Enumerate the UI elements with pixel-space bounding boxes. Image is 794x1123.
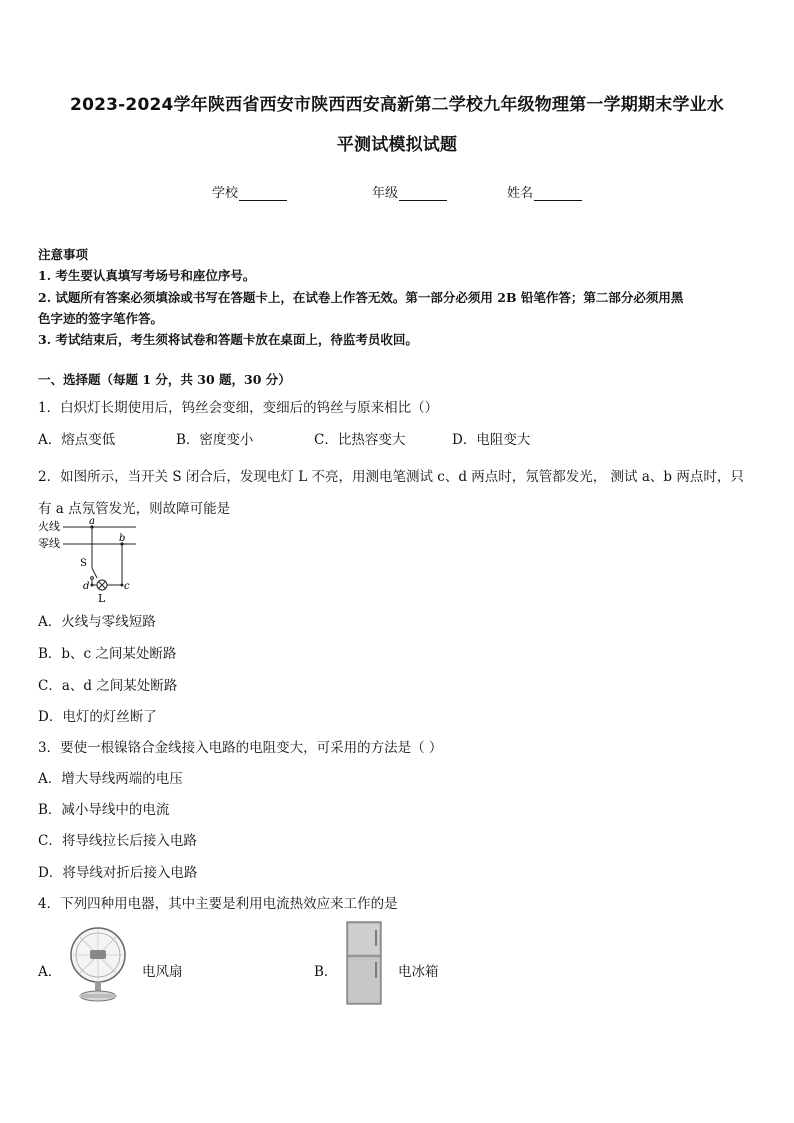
section-heading: 一、选择题（每题 1 分，共 30 题，30 分） (38, 372, 291, 387)
question-2-stem-line2: 有 a 点氖管发光，则故障可能是 (38, 501, 231, 517)
grade-label: 年级 (372, 186, 399, 201)
question-3-stem: 3．要使一根镍铬合金线接入电路的电阻变大，可采用的方法是（ ） (38, 740, 443, 756)
q3-option-d[interactable]: D．将导线对折后接入电路 (38, 865, 198, 881)
live-wire-label: 火线 (38, 520, 60, 533)
q4-option-a-letter[interactable]: A． (38, 964, 62, 980)
school-field[interactable] (212, 182, 287, 201)
switch-label: S (80, 558, 87, 569)
circuit-diagram (36, 516, 148, 608)
exam-title-line2: 平测试模拟试题 (336, 135, 458, 155)
q4-option-a-label[interactable]: 电风扇 (142, 964, 183, 980)
point-a-label: a (89, 516, 95, 527)
notes-heading: 注意事项 (38, 247, 89, 262)
junction-d (91, 584, 94, 587)
q3-option-a[interactable]: A．增大导线两端的电压 (38, 771, 183, 787)
note-item: 色字迹的签字笔作答。 (38, 311, 164, 326)
question-1-stem: 1．白炽灯长期使用后，钨丝会变细，变细后的钨丝与原来相比（） (38, 400, 439, 416)
note-item: 1. 考生要认真填写考场号和座位序号。 (38, 268, 256, 283)
name-blank[interactable] (534, 188, 582, 201)
note-item: 2. 试题所有答案必须填涂或书写在答题卡上，在试卷上作答无效。第一部分必须用 2B 铅笔作答；第二部分必须用黑 (38, 290, 684, 305)
q2-option-a[interactable]: A．火线与零线短路 (38, 614, 156, 630)
refrigerator-icon (344, 920, 384, 1006)
q4-option-b-label[interactable]: 电冰箱 (398, 964, 439, 980)
name-field[interactable] (507, 182, 582, 201)
q1-option-d[interactable]: D．电阻变大 (452, 432, 531, 448)
point-b-label: b (119, 533, 126, 544)
note-item: 3. 考试结束后，考生须将试卷和答题卡放在桌面上，待监考员收回。 (38, 332, 418, 347)
q1-option-a[interactable]: A．熔点变低 (38, 432, 116, 448)
question-4-stem: 4．下列四种用电器，其中主要是利用电流热效应来工作的是 (38, 896, 398, 912)
point-d-label: d (83, 581, 90, 592)
school-label: 学校 (212, 186, 239, 201)
q2-option-b[interactable]: B．b、c 之间某处断路 (38, 646, 177, 662)
q1-option-b[interactable]: B．密度变小 (176, 432, 254, 448)
q1-option-c[interactable]: C．比热容变大 (314, 432, 406, 448)
grade-field[interactable] (372, 182, 447, 201)
lamp-label: L (98, 592, 106, 605)
q4-option-b-letter[interactable]: B． (314, 964, 338, 980)
question-2-stem-line1: 2．如图所示，当开关 S 闭合后，发现电灯 L 不亮，用测电笔测试 c、d 两点时，氖管都发光， 测试 a、b 两点时，只 (38, 469, 744, 485)
q2-option-d[interactable]: D．电灯的灯丝断了 (38, 709, 157, 725)
electric-fan-icon (68, 925, 130, 1003)
exam-title-line1: 2023-2024学年陕西省西安市陕西西安高新第二学校九年级物理第一学期期末学业水 (70, 95, 724, 115)
name-label: 姓名 (507, 186, 534, 201)
neutral-wire-label: 零线 (38, 537, 60, 550)
grade-blank[interactable] (399, 188, 447, 201)
q2-option-c[interactable]: C．a、d 之间某处断路 (38, 678, 178, 694)
point-c-label: c (124, 581, 130, 592)
switch-contact (91, 577, 94, 580)
q3-option-c[interactable]: C．将导线拉长后接入电路 (38, 833, 197, 849)
q3-option-b[interactable]: B．减小导线中的电流 (38, 802, 170, 818)
school-blank[interactable] (239, 188, 287, 201)
